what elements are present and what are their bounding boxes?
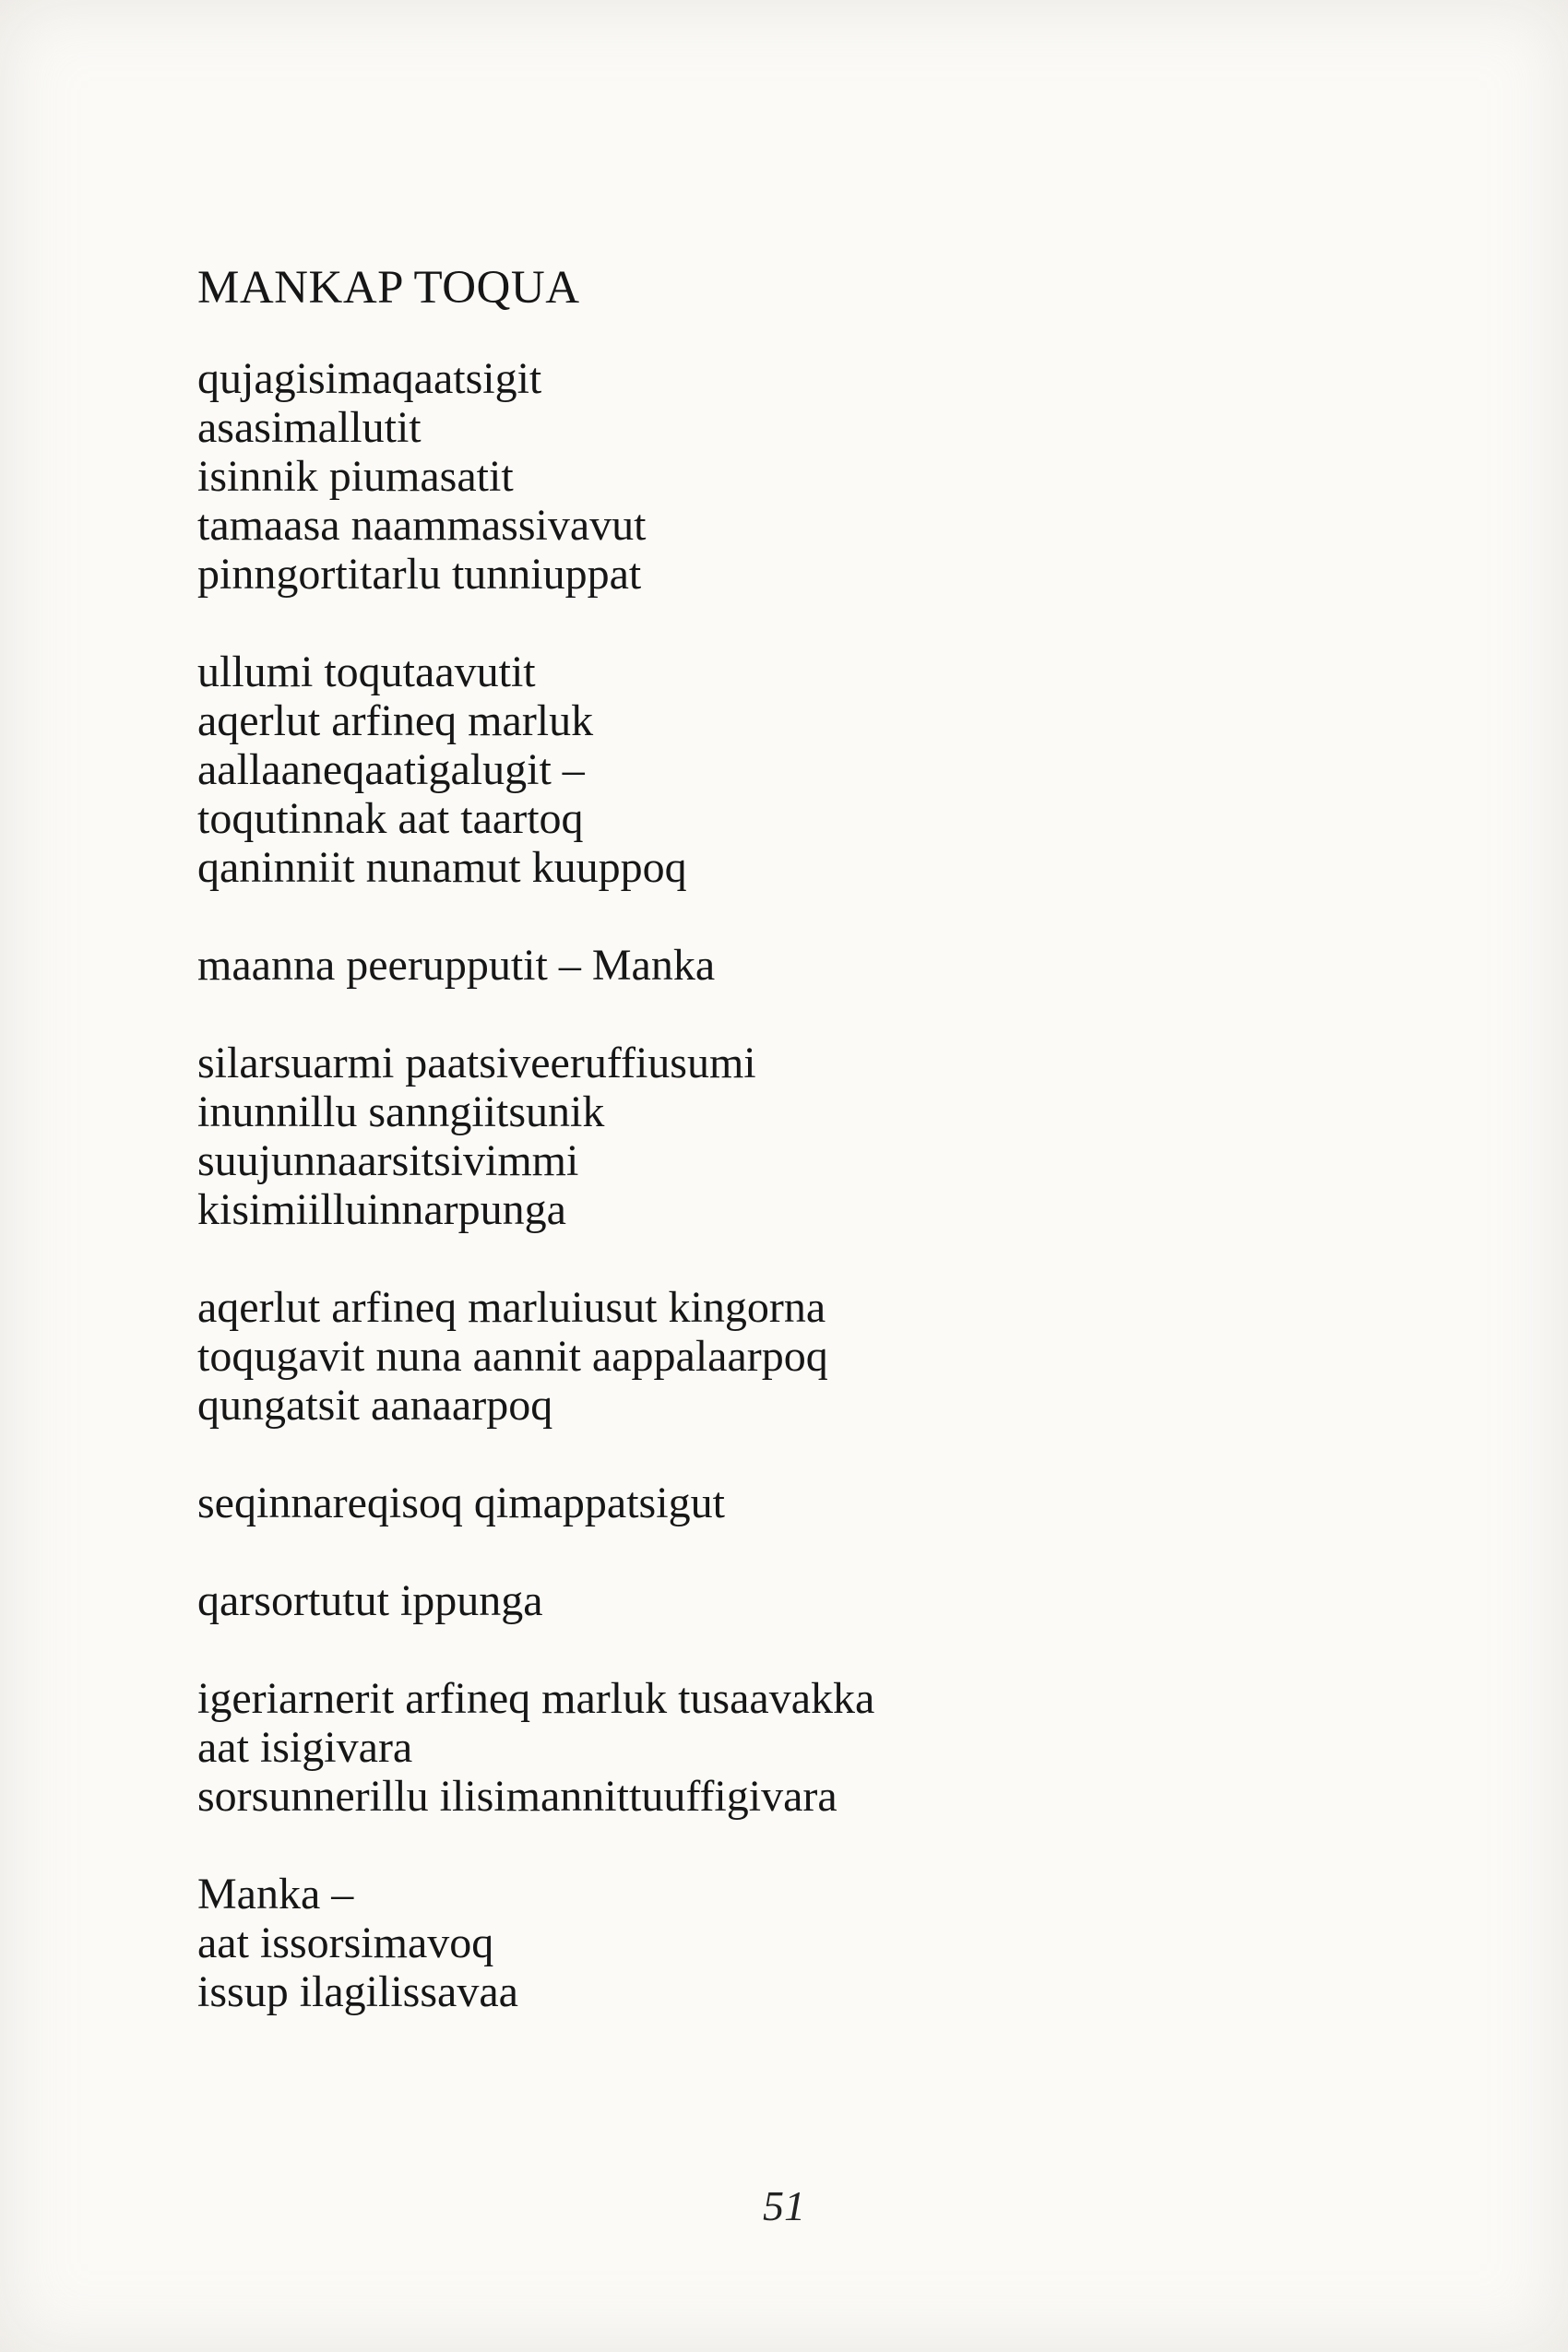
poem-line: qarsortutut ippunga	[197, 1576, 543, 1625]
poem-line: issup ilagilissavaa	[197, 1967, 518, 2016]
poem-line: qungatsit aanaarpoq	[197, 1381, 553, 1430]
poem-line: qaninniit nunamut kuuppoq	[197, 843, 687, 892]
poem-line: toqugavit nuna aannit aappalaarpoq	[197, 1332, 828, 1381]
poem-line: aallaaneqaatigalugit –	[197, 745, 585, 794]
poem-line: suujunnaarsitsivimmi	[197, 1136, 579, 1185]
stanza-7	[197, 1576, 1396, 1625]
poem-line: tamaasa naammassivavut	[197, 501, 647, 550]
poem-line: Manka –	[197, 1870, 354, 1918]
poem-line: qujagisimaqaatsigit	[197, 354, 542, 403]
poem-line: seqinnareqisoq qimappatsigut	[197, 1479, 725, 1527]
poem-title: MANKAP TOQUA	[197, 262, 580, 314]
stanza-3	[197, 941, 1396, 990]
stanza-6	[197, 1479, 1396, 1527]
stanza-2	[197, 647, 1396, 892]
stanza-9	[197, 1870, 1396, 2016]
stanza-1	[197, 354, 1396, 599]
poem-line: inunnillu sanngiitsunik	[197, 1087, 605, 1136]
poem-line: aqerlut arfineq marluk	[197, 696, 594, 745]
poem-line: pinngortitarlu tunniuppat	[197, 550, 642, 599]
poem-line: toqutinnak aat taartoq	[197, 794, 584, 843]
poem	[197, 260, 1396, 2065]
poem-line: isinnik piumasatit	[197, 452, 514, 501]
poem-line: ullumi toqutaavutit	[197, 647, 536, 696]
poem-line: sorsunnerillu ilisimannittuuffigivara	[197, 1772, 837, 1821]
poem-line: igeriarnerit arfineq marluk tusaavakka	[197, 1674, 875, 1723]
poem-line: maanna peerupputit – Manka	[197, 941, 716, 990]
stanza-5	[197, 1283, 1396, 1430]
poem-line: aat issorsimavoq	[197, 1918, 494, 1967]
poem-line: kisimiilluinnarpunga	[197, 1185, 566, 1234]
page-number: 51	[763, 2182, 805, 2229]
stanza-4	[197, 1039, 1396, 1234]
poem-line: aat isigivara	[197, 1723, 413, 1772]
stanza-8	[197, 1674, 1396, 1821]
poem-line: silarsuarmi paatsiveeruffiusumi	[197, 1039, 756, 1087]
poem-line: asasimallutit	[197, 403, 422, 452]
poem-line: aqerlut arfineq marluiusut kingorna	[197, 1283, 826, 1332]
